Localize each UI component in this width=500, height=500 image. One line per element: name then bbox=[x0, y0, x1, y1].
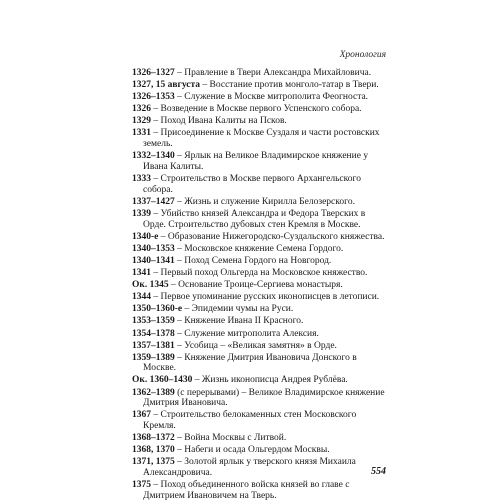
running-head: Хронология bbox=[339, 50, 386, 60]
entry-date: 1350–1360-е bbox=[132, 304, 183, 315]
entry-date: 1339 bbox=[132, 208, 151, 219]
chronology-entry bbox=[132, 92, 390, 103]
entry-date: 1344 bbox=[132, 292, 151, 303]
chronology-entry bbox=[132, 68, 390, 79]
chronology-entry bbox=[132, 457, 390, 478]
entry-date: 1362–1389 bbox=[132, 387, 175, 398]
chronology-entry bbox=[132, 151, 390, 172]
entry-date: 1333 bbox=[132, 174, 151, 185]
entry-text: – Золотой ярлык у тверского князя Михаила Александровича. bbox=[143, 457, 356, 479]
chronology-entry bbox=[132, 316, 390, 327]
chronology-entry bbox=[132, 388, 390, 409]
page-number: 554 bbox=[371, 466, 386, 477]
chronology-entry bbox=[132, 280, 390, 291]
entry-text: – Жизнь и служение Кирилла Белозерского. bbox=[174, 196, 355, 207]
chronology-entry bbox=[132, 480, 390, 500]
chronology-entry bbox=[132, 341, 390, 352]
chronology-entry bbox=[132, 353, 390, 374]
entry-date: Ок. 1345 bbox=[132, 280, 169, 291]
entry-date: 1340–1353 bbox=[132, 243, 175, 254]
chronology-entry bbox=[132, 116, 390, 127]
entry-date: 1368–1372 bbox=[132, 433, 175, 444]
entry-date: 1326–1327 bbox=[132, 68, 175, 78]
entry-date: 1326 bbox=[132, 104, 151, 115]
entry-date: 1359–1389 bbox=[132, 352, 175, 363]
entry-text: – Служение митрополита Алексия. bbox=[174, 328, 319, 339]
entry-date: 1357–1381 bbox=[132, 340, 175, 351]
entry-date: Ок. 1360–1430 bbox=[132, 375, 193, 386]
entry-text: – Московское княжение Семена Гордого. bbox=[174, 243, 344, 254]
chronology-entry bbox=[132, 292, 390, 303]
entry-date: 1371, 1375 bbox=[132, 457, 175, 468]
chronology-entry bbox=[132, 128, 390, 149]
entry-text: – Ярлык на Великое Владимирское княжение у Ивана Калиты. bbox=[143, 151, 369, 172]
chronology-entry bbox=[132, 209, 390, 230]
entry-text: – Образование Нижегородско-Суздальского княжества. bbox=[158, 231, 385, 242]
entry-text: – Первый поход Ольгерда на Московское княжество. bbox=[151, 268, 368, 279]
entry-date: 1353–1359 bbox=[132, 316, 175, 327]
entry-text: – Эпидемии чумы на Руси. bbox=[182, 304, 294, 315]
entry-date: 1341 bbox=[132, 268, 151, 279]
entry-text: – Княжение Ивана II Красного. bbox=[174, 316, 304, 327]
entry-text: – Первое упоминание русских иконописцев в летописи. bbox=[151, 292, 380, 303]
chronology-entry bbox=[132, 80, 390, 91]
entry-date: 1331 bbox=[132, 128, 151, 139]
chronology-entry bbox=[132, 410, 390, 431]
chronology-entry bbox=[132, 104, 390, 115]
entry-text: (с перерывами) – Великое Владимирское княжение Дмитрия Ивановича. bbox=[143, 387, 385, 409]
entry-text: – Княжение Дмитрия Ивановича Донского в Москве. bbox=[143, 352, 357, 374]
entry-date: 1327, 15 августа bbox=[132, 80, 201, 91]
entry-text: – Строительство белокаменных стен Московского Кремля. bbox=[143, 410, 357, 432]
chronology-entry bbox=[132, 329, 390, 340]
entry-text: – Служение в Москве митрополита Феогноста. bbox=[174, 92, 369, 103]
chronology-entry bbox=[132, 232, 390, 243]
entry-date: 1354–1378 bbox=[132, 328, 175, 339]
entry-text: – Возведение в Москве первого Успенского собора. bbox=[151, 104, 362, 115]
entry-text: – Усобица – «Великая замятня» в Орде. bbox=[174, 340, 337, 351]
chronology-entry bbox=[132, 268, 390, 279]
entry-text: – Поход объединенного войска князей во главе с Дмитрием Ивановичем на Тверь. bbox=[143, 480, 350, 500]
entry-date: 1326–1353 bbox=[132, 92, 175, 103]
entry-text: – Жизнь иконописца Андрея Рублёва. bbox=[192, 375, 348, 386]
entry-text: – Присоединение к Москве Суздаля и части ростовских земель. bbox=[143, 128, 380, 150]
entry-text: – Основание Троице-Сергиева монастыря. bbox=[168, 280, 343, 291]
chronology-entry bbox=[132, 256, 390, 267]
chronology-list bbox=[132, 68, 390, 500]
entry-text: – Война Москвы с Литвой. bbox=[174, 433, 287, 444]
entry-date: 1329 bbox=[132, 116, 151, 127]
entry-text: – Убийство князей Александра и Федора Тверских в Орде. Строительство дубовых стен Кремля в Москве. bbox=[143, 208, 366, 230]
entry-date: 1368, 1370 bbox=[132, 445, 175, 456]
entry-date: 1375 bbox=[132, 480, 151, 491]
entry-text: – Строительство в Москве первого Архангельского собора. bbox=[143, 174, 361, 195]
entry-text: – Поход Семена Гордого на Новгород. bbox=[174, 255, 332, 266]
entry-text: – Восстание против монголо-татар в Твери. bbox=[200, 80, 379, 91]
chronology-entry bbox=[132, 197, 390, 208]
entry-date: 1367 bbox=[132, 410, 151, 421]
entry-text: – Набеги и осада Ольгердом Москвы. bbox=[174, 445, 330, 456]
chronology-entry bbox=[132, 375, 390, 386]
chronology-entry bbox=[132, 304, 390, 315]
chronology-entry bbox=[132, 244, 390, 255]
entry-date: 1332–1340 bbox=[132, 151, 175, 162]
entry-text: – Поход Ивана Калиты на Псков. bbox=[151, 116, 287, 127]
entry-date: 1337–1427 bbox=[132, 196, 175, 207]
chronology-entry bbox=[132, 174, 390, 195]
entry-date: 1340-е bbox=[132, 231, 159, 242]
entry-text: – Правление в Твери Александра Михайловича. bbox=[174, 68, 372, 78]
chronology-entry bbox=[132, 433, 390, 444]
chronology-entry bbox=[132, 445, 390, 456]
entry-date: 1340–1341 bbox=[132, 255, 175, 266]
